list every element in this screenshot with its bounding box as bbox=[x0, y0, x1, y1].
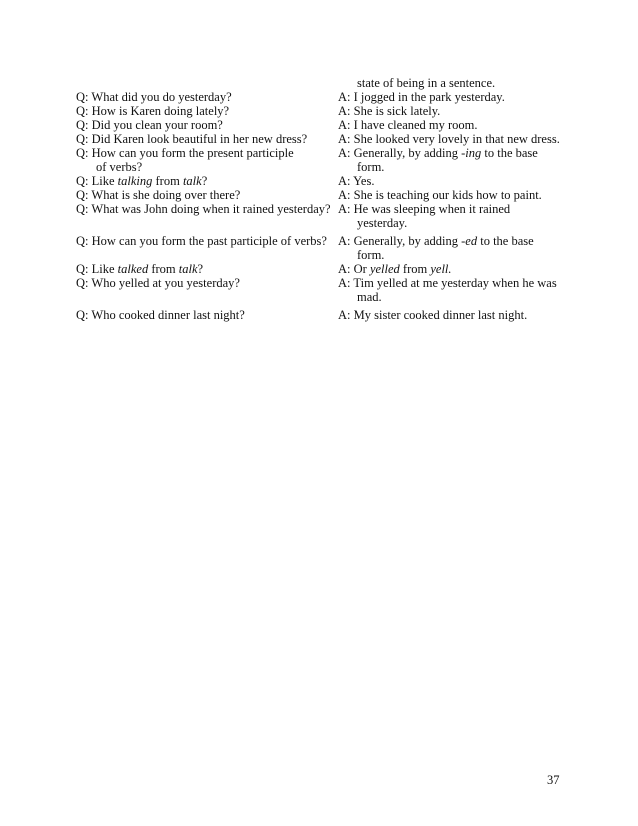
qa-row-3 bbox=[76, 118, 576, 132]
answer-text: A: I have cleaned my room. bbox=[338, 118, 478, 132]
question-text-continued: of verbs? bbox=[96, 160, 143, 174]
answer-segment: to the base bbox=[481, 146, 538, 160]
question-emphasis: talked bbox=[117, 262, 149, 276]
question-text: Q: Did you clean your room? bbox=[76, 118, 223, 132]
answer bbox=[338, 104, 576, 118]
answer-text bbox=[338, 234, 576, 248]
question bbox=[76, 174, 338, 188]
answer-text: A: She is teaching our kids how to paint. bbox=[338, 188, 542, 202]
question-text: Q: How can you form the present participle bbox=[76, 146, 294, 160]
answer-emphasis: -ed bbox=[461, 234, 478, 248]
question-text bbox=[76, 262, 338, 276]
answer-text: A: Tim yelled at me yesterday when he was bbox=[338, 276, 557, 290]
qa-row-2 bbox=[76, 104, 576, 118]
answer-segment: to the base bbox=[477, 234, 534, 248]
qa-row-8 bbox=[76, 202, 576, 230]
answer bbox=[338, 188, 576, 202]
question-segment: from bbox=[152, 174, 183, 188]
question-text: Q: Did Karen look beautiful in her new dress? bbox=[76, 132, 308, 146]
question-emphasis: talk bbox=[182, 174, 202, 188]
question-text bbox=[76, 174, 338, 188]
answer bbox=[338, 202, 576, 230]
answer-text-continued: form. bbox=[357, 160, 385, 174]
page-number: 37 bbox=[547, 773, 560, 787]
question bbox=[76, 276, 338, 304]
answer bbox=[338, 174, 576, 188]
question-emphasis: talk bbox=[178, 262, 198, 276]
answer bbox=[338, 146, 576, 174]
question-text: Q: Who cooked dinner last night? bbox=[76, 308, 245, 322]
answer bbox=[338, 118, 576, 132]
question bbox=[76, 188, 338, 202]
qa-row-7 bbox=[76, 188, 576, 202]
question bbox=[76, 308, 338, 322]
answer-emphasis: yelled bbox=[369, 262, 400, 276]
question bbox=[76, 118, 338, 132]
question bbox=[76, 132, 338, 146]
question-segment: ? bbox=[201, 174, 208, 188]
qa-row-1 bbox=[76, 90, 576, 104]
question-segment: Q: Like bbox=[76, 262, 118, 276]
qa-row-12 bbox=[76, 308, 576, 322]
question bbox=[76, 90, 338, 104]
answer-text-continued: yesterday. bbox=[357, 216, 408, 230]
question-text: Q: What is she doing over there? bbox=[76, 188, 241, 202]
qa-row-6 bbox=[76, 174, 576, 188]
answer-segment: A: Or bbox=[338, 262, 370, 276]
qa-row-9 bbox=[76, 234, 576, 262]
answer-emphasis: yell. bbox=[430, 262, 452, 276]
question bbox=[76, 104, 338, 118]
answer bbox=[338, 308, 576, 322]
answer bbox=[338, 132, 576, 146]
question-segment: ? bbox=[197, 262, 204, 276]
answer bbox=[338, 262, 576, 276]
answer bbox=[338, 234, 576, 262]
answer-text-continued: mad. bbox=[357, 290, 382, 304]
answer-text bbox=[338, 262, 576, 276]
answer-text bbox=[338, 146, 576, 160]
question-segment: from bbox=[148, 262, 179, 276]
answer-text: A: My sister cooked dinner last night. bbox=[338, 308, 528, 322]
question bbox=[76, 262, 338, 276]
question bbox=[76, 234, 338, 262]
qa-table bbox=[76, 90, 576, 322]
answer-segment: from bbox=[399, 262, 431, 276]
answer-emphasis: -ing bbox=[461, 146, 482, 160]
qa-row-4 bbox=[76, 132, 576, 146]
answer bbox=[338, 90, 576, 104]
qa-row-11 bbox=[76, 276, 576, 304]
question-text: Q: What did you do yesterday? bbox=[76, 90, 232, 104]
question-text: Q: How can you form the past participle of verbs? bbox=[76, 234, 327, 248]
answer-segment: A: Generally, by adding bbox=[338, 234, 462, 248]
answer-segment: A: Generally, by adding bbox=[338, 146, 462, 160]
answer-text: A: I jogged in the park yesterday. bbox=[338, 90, 505, 104]
question-text: Q: How is Karen doing lately? bbox=[76, 104, 230, 118]
question-segment: Q: Like bbox=[76, 174, 118, 188]
answer-text: A: He was sleeping when it rained bbox=[338, 202, 511, 216]
qa-row-10 bbox=[76, 262, 576, 276]
question-text: Q: What was John doing when it rained yesterday? bbox=[76, 202, 331, 216]
carry-over-text: state of being in a sentence. bbox=[357, 76, 496, 90]
answer-text-continued: form. bbox=[357, 248, 385, 262]
answer-text: A: She looked very lovely in that new dress. bbox=[338, 132, 560, 146]
question-text: Q: Who yelled at you yesterday? bbox=[76, 276, 240, 290]
qa-row-5 bbox=[76, 146, 576, 174]
answer bbox=[338, 276, 576, 304]
answer-text: A: Yes. bbox=[338, 174, 375, 188]
answer-text: A: She is sick lately. bbox=[338, 104, 441, 118]
question bbox=[76, 202, 338, 230]
question-emphasis: talking bbox=[117, 174, 153, 188]
question bbox=[76, 146, 338, 174]
